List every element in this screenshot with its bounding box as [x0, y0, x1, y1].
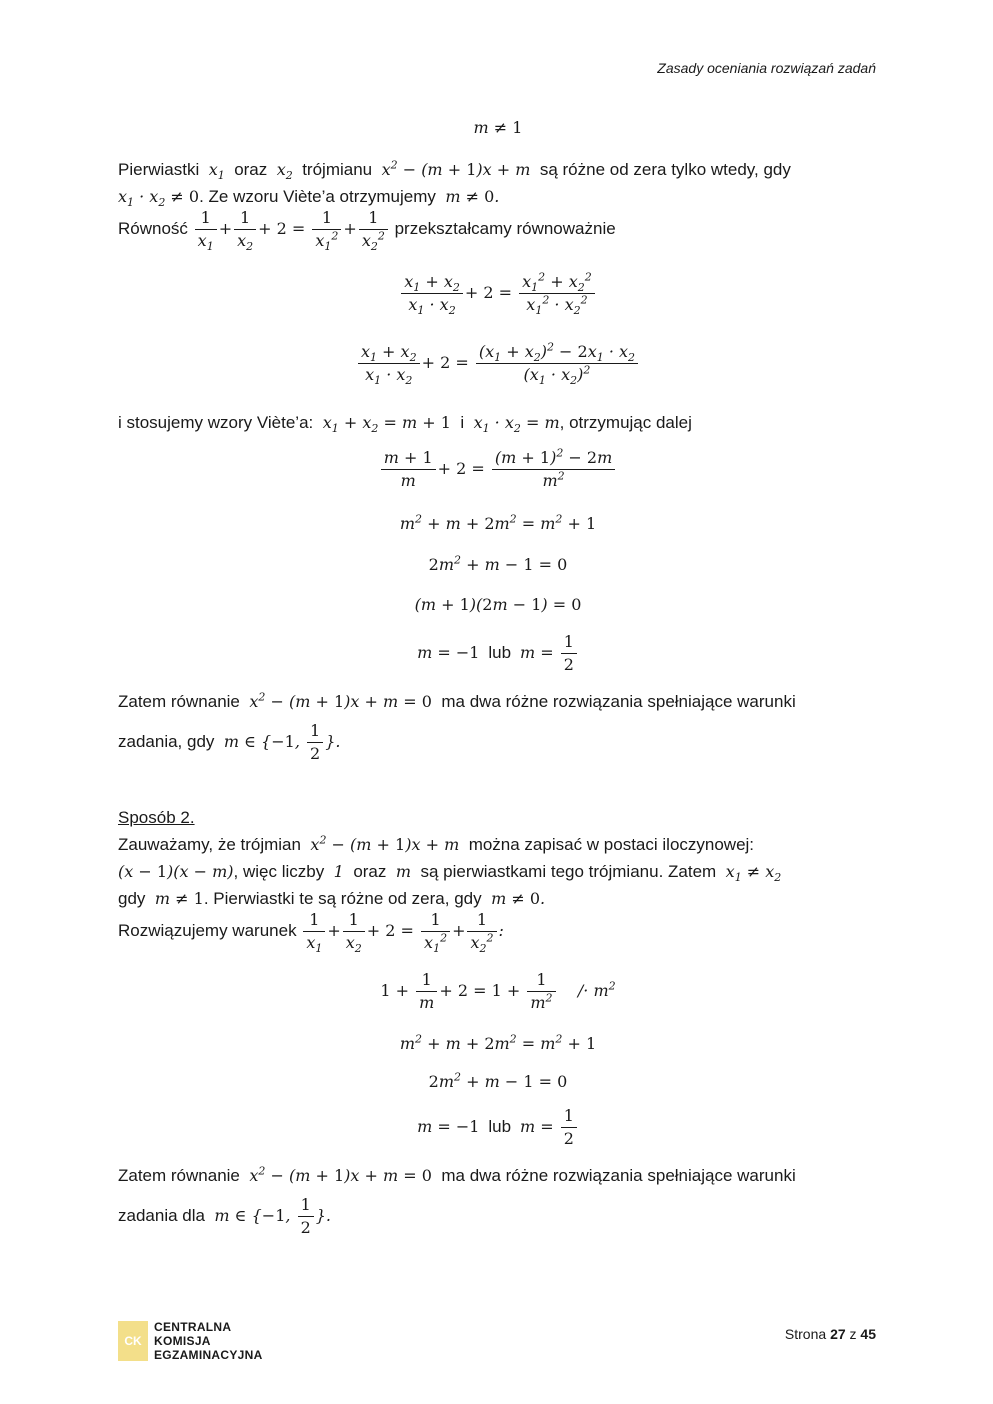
equation: $m^2 + m + 2m^2 = m^2 + 1$: [399, 512, 597, 533]
equation: $\frac{x_1 + x_2}{x_1 \cdot x_2}$ + 2 = $\frac{(x_1 + x_2)^2 - 2x_1 \cdot x_2}{(x_1 \cdot x_2)^2}$: [118, 342, 878, 385]
paragraph: i stosujemy wzory Viète’a: $x_1 + x_2 = m + 1$ i $x_1 \cdot x_2 = m$, otrzymując dalej: [118, 413, 692, 436]
equation: 1 + $\frac{1}{m}$ + 2 = 1 + $\frac{1}{m^2}$ /· $m^2$: [380, 970, 616, 1012]
method-2: Sposób 2. Zauważamy, że trójmian $x^2 - (m + 1)x + m$ można zapisać w postaci iloczynowej: (x − 1)(x − m), więc liczby 1 oraz m są pierwiastkami tego trójmianu. Zatem $x_1 \ne x_2$ gdy m ≠ 1. Pierwiastki te są różne od zera, gdy m ≠ 0.: [118, 808, 782, 908]
equation: $\frac{x_1 + x_2}{x_1 \cdot x_2}$ + 2 = $\frac{x_1^2 + x_2^2}{x_1^2 \cdot x_2^2}$: [118, 272, 878, 315]
logo-line: EGZAMINACYJNA: [154, 1348, 263, 1362]
conclusion: Zatem równanie $x^2 - (m + 1)x + m = 0$ ma dwa różne rozwiązania spełniające warunki zadania, gdy m ∈ {−1, $\frac{1}{2}$ }.: [118, 690, 796, 763]
conclusion: Zatem równanie $x^2 - (m + 1)x + m = 0$ ma dwa różne rozwiązania spełniające warunki zadania dla m ∈ {−1, $\frac{1}{2}$ }.: [118, 1164, 796, 1237]
equation: m = −1 lub m = $\frac{1}{2}$: [118, 1106, 878, 1149]
equation: $m^2 + m + 2m^2 = m^2 + 1$: [399, 1032, 597, 1053]
logo-mark-icon: CK: [118, 1321, 148, 1361]
page-number: Strona 27 z 45: [784, 1326, 876, 1342]
paragraph: Równość $\frac{1}{x_1}$ + $\frac{1}{x_2}$ + 2 = $\frac{1}{x_1^2}$ + $\frac{1}{x_2^2}$ przekształcamy równoważnie: [118, 208, 616, 254]
paragraph: Rozwiązujemy warunek $\frac{1}{x_1}$ + $\frac{1}{x_2}$ + 2 = $\frac{1}{x_1^2}$ + $\frac{1}{x_2^2}$ :: [118, 910, 504, 956]
equation: $\frac{m + 1}{m}$ + 2 = $\frac{(m + 1)^2 - 2m}{m^2}$: [118, 448, 878, 491]
equation: m ≠ 1: [473, 118, 523, 137]
equation: $2m^2 + m - 1 = 0$: [428, 553, 568, 574]
logo-line: KOMISJA: [154, 1334, 211, 1348]
equation: $2m^2 + m - 1 = 0$: [428, 1070, 568, 1091]
cke-logo: [118, 1320, 263, 1362]
logo-line: CENTRALNA: [154, 1320, 232, 1334]
equation: m = −1 lub m = $\frac{1}{2}$: [118, 632, 878, 675]
equation: (m + 1)(2m − 1) = 0: [414, 595, 582, 614]
paragraph: Pierwiastki $x_1$ oraz $x_2$ trójmianu $x^2 - (m + 1)x + m$ są różne od zera tylko wtedy, gdy $x_1 \cdot x_2 \ne 0$. Ze wzoru Viète’a otrzymujemy m ≠ 0.: [118, 158, 791, 210]
running-header: Zasady oceniania rozwiązań zadań: [657, 60, 876, 76]
